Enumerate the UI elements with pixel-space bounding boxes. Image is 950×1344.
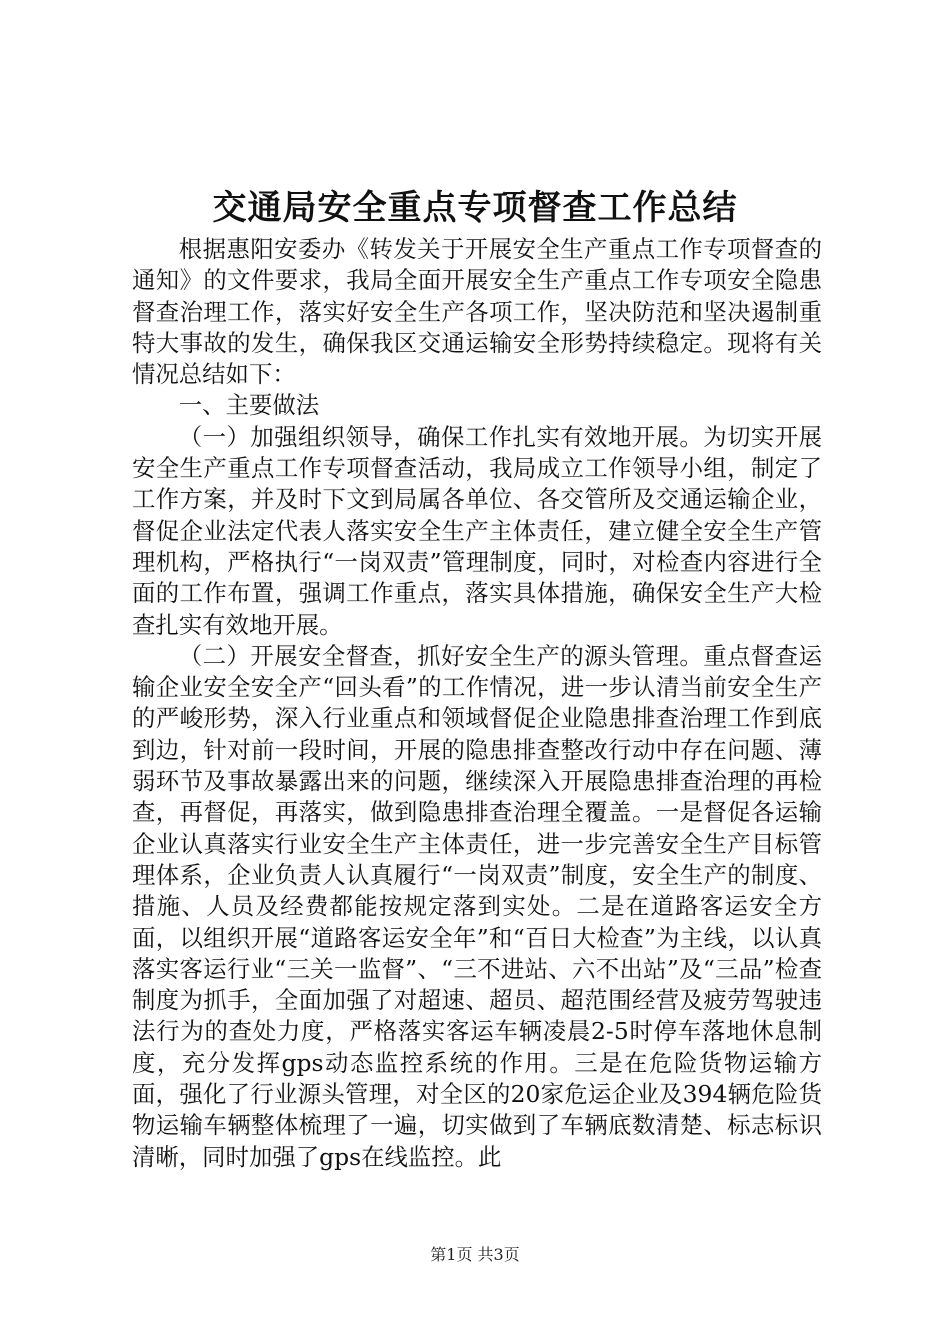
paragraph-safety-inspection: （二）开展安全督查，抓好安全生产的源头管理。重点督查运输企业安全安全产“回头看”的工作情况，进一步认清当前安全生产的严峻形势，深入行业重点和领域督促企业隐患排查治理工作到底到边，针对前一段时间，开展的隐患排查整改行动中存在问题、薄弱环节及事故暴露出来的问题，继续深入开展隐患排查治理的再检查，再督促，再落实，做到隐患排查治理全覆盖。一是督促各运输企业认真落实行业安全生产主体责任，进一步完善安全生产目标管理体系，企业负责人认真履行“一岗双责”制度，安全生产的制度、措施、人员及经费都能按规定落到实处。二是在道路客运安全方面，以组织开展“道路客运安全年”和“百日大检查”为主线，以认真落实客运行业“三关一监督”、“三不进站、六不出站”及“三品”检查制度为抓手，全面加强了对超速、超员、超范围经营及疲劳驾驶违法行为的查处力度，严格落实客运车辆凌晨2-5时停车落地休息制度，充分发挥gps动态监控系统的作用。三是在危险货物运输方面，强化了行业源头管理，对全区的20家危运企业及394辆危险货物运输车辆整体梳理了一遍，切实做到了车辆底数清楚、标志标识清晰，同时加强了gps在线监控。此 <box>132 641 822 1171</box>
intro-paragraph: 根据惠阳安委办《转发关于开展安全生产重点工作专项督查的通知》的文件要求，我局全面开展安全生产重点工作专项安全隐患督查治理工作，落实好安全生产各项工作，坚决防范和坚决遏制重特大事故的发生，确保我区交通运输安全形势持续稳定。现将有关情况总结如下： <box>132 235 822 389</box>
paragraph-organization-leadership: （一）加强组织领导，确保工作扎实有效地开展。为切实开展安全生产重点工作专项督查活动，我局成立工作领导小组，制定了工作方案，并及时下文到局属各单位、各交管所及交通运输企业，督促企业法定代表人落实安全生产主体责任，建立健全安全生产管理机构，严格执行“一岗双责”管理制度，同时，对检查内容进行全面的工作布置，强调工作重点，落实具体措施，确保安全生产大检查扎实有效地开展。 <box>132 422 822 639</box>
page-footer: 第1页 共3页 <box>430 1245 520 1264</box>
section-heading-main-practices: 一、主要做法 <box>178 391 320 420</box>
document-title: 交通局安全重点专项督查工作总结 <box>212 188 738 228</box>
document-body <box>132 234 822 1173</box>
